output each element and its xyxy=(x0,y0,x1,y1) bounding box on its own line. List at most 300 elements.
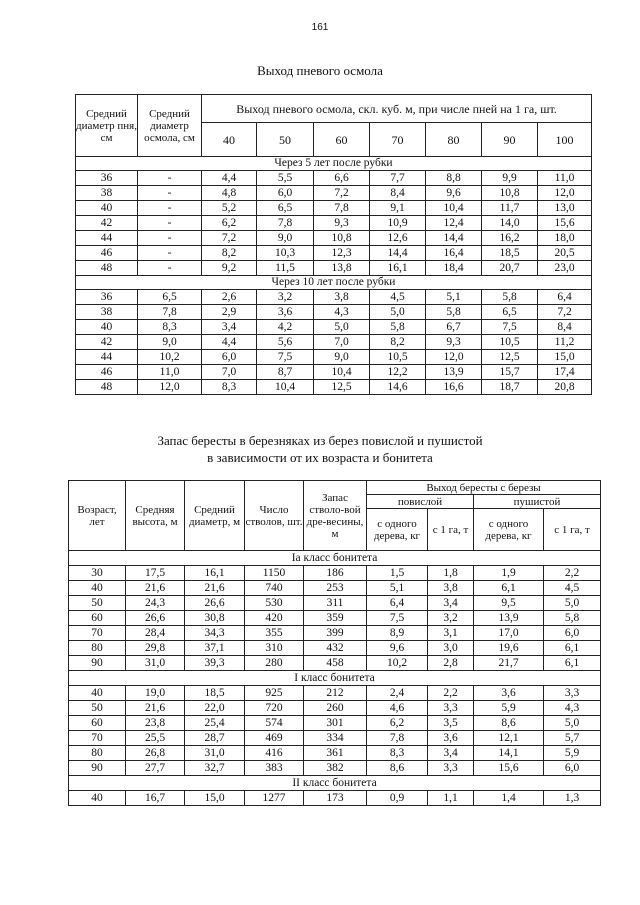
table-cell: 5,7 xyxy=(544,731,601,746)
table-cell: 44 xyxy=(76,350,138,365)
header-count: 100 xyxy=(538,123,592,157)
table-cell: 5,0 xyxy=(544,596,601,611)
header-per-ha: с 1 га, т xyxy=(544,509,601,551)
table-cell: 280 xyxy=(245,656,304,671)
table-cell: 4,4 xyxy=(202,335,257,350)
table-row xyxy=(76,231,592,246)
table-cell: 5,0 xyxy=(314,320,370,335)
table-cell: 27,7 xyxy=(126,761,185,776)
section-label: II класс бонитета xyxy=(69,776,601,791)
table-cell: 7,8 xyxy=(138,305,202,320)
table-cell: 31,0 xyxy=(185,746,245,761)
table-cell: 720 xyxy=(245,701,304,716)
table-cell: 13,8 xyxy=(314,261,370,276)
table-cell: 530 xyxy=(245,596,304,611)
table-cell: 36 xyxy=(76,290,138,305)
table-cell: 60 xyxy=(69,716,126,731)
table-cell: 3,3 xyxy=(428,701,474,716)
header-yield-group: Выход пневого осмола, скл. куб. м, при числе пней на 1 га, шт. xyxy=(202,95,592,123)
section-label: Ia класс бонитета xyxy=(69,551,601,566)
table-cell: 10,4 xyxy=(257,380,314,395)
table-row xyxy=(69,761,601,776)
table-cell: 5,5 xyxy=(257,171,314,186)
table-cell: 9,9 xyxy=(482,171,538,186)
table-cell: 1,4 xyxy=(474,791,544,806)
table-cell: 11,0 xyxy=(138,365,202,380)
header-resin-diameter: Средний диаметр осмола, см xyxy=(138,95,202,157)
table-cell: 12,0 xyxy=(138,380,202,395)
table-row xyxy=(76,216,592,231)
section-label: Через 10 лет после рубки xyxy=(76,276,592,290)
table-cell: 6,0 xyxy=(202,350,257,365)
table-cell: 212 xyxy=(304,686,367,701)
table-cell: 21,6 xyxy=(126,581,185,596)
table-cell: 11,2 xyxy=(538,335,592,350)
table-row xyxy=(69,596,601,611)
table-cell: 15,6 xyxy=(538,216,592,231)
table-cell: - xyxy=(138,171,202,186)
table-row xyxy=(69,581,601,596)
table-birch-bark-stock xyxy=(68,480,601,806)
header-stem-count: Число стволов, шт. xyxy=(245,481,304,551)
header-stump-diameter: Средний диаметр пня, см xyxy=(76,95,138,157)
table-cell: 7,2 xyxy=(202,231,257,246)
table-cell: 44 xyxy=(76,231,138,246)
table-cell: 4,3 xyxy=(544,701,601,716)
table-cell: 50 xyxy=(69,701,126,716)
table-cell: 1,1 xyxy=(428,791,474,806)
table-cell: 186 xyxy=(304,566,367,581)
table-cell: 4,3 xyxy=(314,305,370,320)
table-row xyxy=(76,365,592,380)
table-cell: 7,8 xyxy=(257,216,314,231)
table-cell: 21,7 xyxy=(474,656,544,671)
table-row xyxy=(76,261,592,276)
table-cell: 8,3 xyxy=(367,746,428,761)
table-cell: 4,4 xyxy=(202,171,257,186)
table-cell: 2,8 xyxy=(428,656,474,671)
table-cell: 1277 xyxy=(245,791,304,806)
table-cell: 5,9 xyxy=(474,701,544,716)
table-cell: 17,4 xyxy=(538,365,592,380)
table-cell: 13,0 xyxy=(538,201,592,216)
table-cell: 420 xyxy=(245,611,304,626)
table-cell: 38 xyxy=(76,305,138,320)
table-cell: 311 xyxy=(304,596,367,611)
table-cell: 5,9 xyxy=(544,746,601,761)
table-cell: 416 xyxy=(245,746,304,761)
table-cell: 26,6 xyxy=(126,611,185,626)
table-cell: 9,1 xyxy=(370,201,426,216)
table-cell: 5,0 xyxy=(370,305,426,320)
table-cell: 26,8 xyxy=(126,746,185,761)
table1-title: Выход пневого осмола xyxy=(257,63,383,78)
table-cell: 12,5 xyxy=(482,350,538,365)
table-cell: 7,5 xyxy=(257,350,314,365)
table-cell: 8,3 xyxy=(138,320,202,335)
table-cell: 12,4 xyxy=(426,216,482,231)
table-row xyxy=(76,171,592,186)
table-cell: 18,0 xyxy=(538,231,592,246)
table-cell: 12,6 xyxy=(370,231,426,246)
table-cell: 9,0 xyxy=(138,335,202,350)
table-cell: 36 xyxy=(76,171,138,186)
table-cell: 5,0 xyxy=(544,716,601,731)
table-cell: 28,7 xyxy=(185,731,245,746)
table-cell: 3,4 xyxy=(202,320,257,335)
table-cell: 2,2 xyxy=(428,686,474,701)
table-cell: 20,7 xyxy=(482,261,538,276)
table-cell: 6,1 xyxy=(474,581,544,596)
table-cell: 4,5 xyxy=(370,290,426,305)
page-number: 161 xyxy=(311,22,329,33)
table-row xyxy=(76,290,592,305)
table-cell: 40 xyxy=(76,320,138,335)
table-cell: 469 xyxy=(245,731,304,746)
table-cell: 15,6 xyxy=(474,761,544,776)
table-cell: 8,2 xyxy=(202,246,257,261)
table-cell: 2,6 xyxy=(202,290,257,305)
table-cell: - xyxy=(138,216,202,231)
table-cell: 16,7 xyxy=(126,791,185,806)
table-cell: 1,3 xyxy=(544,791,601,806)
table-cell: 3,4 xyxy=(428,746,474,761)
table-cell: 18,7 xyxy=(482,380,538,395)
table-cell: 7,5 xyxy=(367,611,428,626)
table-cell: 22,0 xyxy=(185,701,245,716)
table-cell: 7,8 xyxy=(314,201,370,216)
table-cell: 5,8 xyxy=(370,320,426,335)
table-cell: 46 xyxy=(76,246,138,261)
header-age: Возраст, лет xyxy=(69,481,126,551)
table-cell: 9,3 xyxy=(314,216,370,231)
section-header-row xyxy=(76,157,592,171)
table-cell: 3,8 xyxy=(428,581,474,596)
table-cell: 3,1 xyxy=(428,626,474,641)
table-row xyxy=(69,566,601,581)
table-cell: 334 xyxy=(304,731,367,746)
table-cell: 15,7 xyxy=(482,365,538,380)
table-cell: 8,6 xyxy=(367,761,428,776)
header-height: Средняя высота, м xyxy=(126,481,185,551)
table1-body xyxy=(76,157,592,395)
table-cell: 7,2 xyxy=(314,186,370,201)
table-cell: 5,1 xyxy=(367,581,428,596)
table-cell: 9,3 xyxy=(426,335,482,350)
table-cell: 16,1 xyxy=(185,566,245,581)
section-label: I класс бонитета xyxy=(69,671,601,686)
table-cell: 11,7 xyxy=(482,201,538,216)
table-cell: 39,3 xyxy=(185,656,245,671)
table-cell: 8,2 xyxy=(370,335,426,350)
table-cell: 5,8 xyxy=(482,290,538,305)
table-cell: 1150 xyxy=(245,566,304,581)
table-cell: - xyxy=(138,186,202,201)
header-wood-stock: Запас стволо-вой дре-весины, м xyxy=(304,481,367,551)
table-cell: 6,5 xyxy=(138,290,202,305)
table-cell: 4,8 xyxy=(202,186,257,201)
table-cell: 48 xyxy=(76,380,138,395)
table-cell: 11,0 xyxy=(538,171,592,186)
table-cell: 16,2 xyxy=(482,231,538,246)
table-cell: 10,8 xyxy=(314,231,370,246)
table-cell: 3,6 xyxy=(257,305,314,320)
table-cell: 7,0 xyxy=(202,365,257,380)
table-cell: 6,5 xyxy=(257,201,314,216)
table-cell: 6,7 xyxy=(426,320,482,335)
table-cell: 80 xyxy=(69,746,126,761)
table-row xyxy=(76,335,592,350)
table-cell: 9,6 xyxy=(426,186,482,201)
header-per-tree: с одного дерева, кг xyxy=(367,509,428,551)
table-cell: 6,1 xyxy=(544,656,601,671)
table-cell: 8,7 xyxy=(257,365,314,380)
table-row xyxy=(69,791,601,806)
table-cell: 5,8 xyxy=(426,305,482,320)
table-cell: 25,4 xyxy=(185,716,245,731)
table-cell: 20,5 xyxy=(538,246,592,261)
table-row xyxy=(76,380,592,395)
table-cell: 5,8 xyxy=(544,611,601,626)
table-stump-resin-yield xyxy=(75,94,592,395)
table-cell: 3,4 xyxy=(428,596,474,611)
table-cell: 13,9 xyxy=(426,365,482,380)
table-row xyxy=(69,626,601,641)
table-cell: 8,8 xyxy=(426,171,482,186)
table-row xyxy=(69,731,601,746)
table-cell: - xyxy=(138,231,202,246)
table-cell: 8,3 xyxy=(202,380,257,395)
table-cell: 6,0 xyxy=(257,186,314,201)
section-header-row xyxy=(69,551,601,566)
table-cell: 253 xyxy=(304,581,367,596)
table-cell: 48 xyxy=(76,261,138,276)
header-pubescens: пушистой xyxy=(474,495,601,509)
table-row xyxy=(69,746,601,761)
header-count: 80 xyxy=(426,123,482,157)
table-cell: 70 xyxy=(69,731,126,746)
header-pendula: повислой xyxy=(367,495,474,509)
table-cell: 18,5 xyxy=(482,246,538,261)
table-cell: 10,2 xyxy=(138,350,202,365)
table-cell: 11,5 xyxy=(257,261,314,276)
table-cell: 10,9 xyxy=(370,216,426,231)
table-cell: 4,6 xyxy=(367,701,428,716)
table-row xyxy=(76,305,592,320)
table-row xyxy=(76,246,592,261)
table-cell: 90 xyxy=(69,656,126,671)
table-cell: 10,8 xyxy=(482,186,538,201)
table-cell: 173 xyxy=(304,791,367,806)
table-row xyxy=(76,320,592,335)
table-cell: 7,2 xyxy=(538,305,592,320)
table-cell: 260 xyxy=(304,701,367,716)
table-cell: 12,5 xyxy=(314,380,370,395)
header-count: 40 xyxy=(202,123,257,157)
table-cell: 6,4 xyxy=(367,596,428,611)
table-cell: 42 xyxy=(76,335,138,350)
table-cell: 40 xyxy=(69,686,126,701)
table-cell: 382 xyxy=(304,761,367,776)
table-cell: 10,4 xyxy=(426,201,482,216)
table-cell: 7,7 xyxy=(370,171,426,186)
table2-title-line2: в зависимости от их возраста и бонитета xyxy=(207,450,433,465)
table-cell: 90 xyxy=(69,761,126,776)
table-cell: 15,0 xyxy=(185,791,245,806)
table-cell: 7,0 xyxy=(314,335,370,350)
table-row xyxy=(76,201,592,216)
table-cell: 359 xyxy=(304,611,367,626)
section-header-row xyxy=(69,776,601,791)
table-cell: 40 xyxy=(76,201,138,216)
table-cell: 740 xyxy=(245,581,304,596)
table-cell: 14,6 xyxy=(370,380,426,395)
table-cell: - xyxy=(138,246,202,261)
table-row xyxy=(69,611,601,626)
table-row xyxy=(69,641,601,656)
table-cell: 6,0 xyxy=(544,626,601,641)
header-count: 60 xyxy=(314,123,370,157)
table-cell: 8,4 xyxy=(538,320,592,335)
table-cell: 4,5 xyxy=(544,581,601,596)
table-cell: 3,2 xyxy=(428,611,474,626)
table-cell: 12,3 xyxy=(314,246,370,261)
table-cell: 8,4 xyxy=(370,186,426,201)
table-cell: 26,6 xyxy=(185,596,245,611)
table-cell: 18,5 xyxy=(185,686,245,701)
table-cell: 37,1 xyxy=(185,641,245,656)
table-cell: 3,8 xyxy=(314,290,370,305)
table-cell: 13,9 xyxy=(474,611,544,626)
section-header-row xyxy=(76,276,592,290)
table-cell: 10,5 xyxy=(482,335,538,350)
table-row xyxy=(69,656,601,671)
table-cell: 80 xyxy=(69,641,126,656)
table-cell: 17,5 xyxy=(126,566,185,581)
table-cell: 6,2 xyxy=(367,716,428,731)
table-cell: 6,5 xyxy=(482,305,538,320)
section-label: Через 5 лет после рубки xyxy=(76,157,592,171)
table-cell: 10,5 xyxy=(370,350,426,365)
table-cell: 14,0 xyxy=(482,216,538,231)
table2-title-line1: Запас бересты в березняках из берез повислой и пушистой xyxy=(157,433,483,448)
table-cell: 2,9 xyxy=(202,305,257,320)
table-cell: 19,0 xyxy=(126,686,185,701)
header-count: 50 xyxy=(257,123,314,157)
table-cell: 3,5 xyxy=(428,716,474,731)
table-cell: 0,9 xyxy=(367,791,428,806)
table-cell: 301 xyxy=(304,716,367,731)
table-cell: 23,0 xyxy=(538,261,592,276)
table-cell: 574 xyxy=(245,716,304,731)
table-cell: 30,8 xyxy=(185,611,245,626)
table-cell: 5,6 xyxy=(257,335,314,350)
table-cell: 12,1 xyxy=(474,731,544,746)
table-row xyxy=(69,701,601,716)
table-cell: 3,0 xyxy=(428,641,474,656)
table-cell: 458 xyxy=(304,656,367,671)
table-cell: 16,6 xyxy=(426,380,482,395)
table-cell: 2,2 xyxy=(544,566,601,581)
table-cell: 355 xyxy=(245,626,304,641)
table-cell: 383 xyxy=(245,761,304,776)
table2-body xyxy=(69,551,601,806)
table-cell: 29,8 xyxy=(126,641,185,656)
table-cell: 34,3 xyxy=(185,626,245,641)
table-cell: 432 xyxy=(304,641,367,656)
table-cell: 14,1 xyxy=(474,746,544,761)
table-cell: 9,0 xyxy=(314,350,370,365)
table-cell: 28,4 xyxy=(126,626,185,641)
table-row xyxy=(69,686,601,701)
table-cell: 10,2 xyxy=(367,656,428,671)
table-cell: 21,6 xyxy=(126,701,185,716)
header-count: 70 xyxy=(370,123,426,157)
table-cell: 6,4 xyxy=(538,290,592,305)
table-cell: 17,0 xyxy=(474,626,544,641)
table-cell: 12,0 xyxy=(538,186,592,201)
table-cell: - xyxy=(138,261,202,276)
table-cell: 38 xyxy=(76,186,138,201)
table-cell: 8,6 xyxy=(474,716,544,731)
table-cell: 6,1 xyxy=(544,641,601,656)
table-cell: 925 xyxy=(245,686,304,701)
table-cell: 7,5 xyxy=(482,320,538,335)
table-cell: 5,2 xyxy=(202,201,257,216)
header-bark-yield-group: Выход бересты с березы xyxy=(367,481,601,495)
header-per-ha: с 1 га, т xyxy=(428,509,474,551)
table-cell: 9,6 xyxy=(367,641,428,656)
table-cell: 1,9 xyxy=(474,566,544,581)
table-cell: 1,8 xyxy=(428,566,474,581)
header-count: 90 xyxy=(482,123,538,157)
table-cell: 7,8 xyxy=(367,731,428,746)
table-cell: 14,4 xyxy=(370,246,426,261)
header-per-tree: с одного дерева, кг xyxy=(474,509,544,551)
table-cell: 12,2 xyxy=(370,365,426,380)
table-cell: 6,6 xyxy=(314,171,370,186)
table-cell: 9,0 xyxy=(257,231,314,246)
table-cell: 19,6 xyxy=(474,641,544,656)
table-cell: 1,5 xyxy=(367,566,428,581)
table-cell: 6,2 xyxy=(202,216,257,231)
table-row xyxy=(76,350,592,365)
section-header-row xyxy=(69,671,601,686)
table-cell: 60 xyxy=(69,611,126,626)
table-cell: 31,0 xyxy=(126,656,185,671)
table-cell: 23,8 xyxy=(126,716,185,731)
table-cell: 32,7 xyxy=(185,761,245,776)
table-row xyxy=(69,716,601,731)
table-cell: 3,3 xyxy=(428,761,474,776)
table-cell: 9,5 xyxy=(474,596,544,611)
table-cell: 40 xyxy=(69,791,126,806)
table-cell: 15,0 xyxy=(538,350,592,365)
table-cell: - xyxy=(138,201,202,216)
table-cell: 12,0 xyxy=(426,350,482,365)
table-cell: 18,4 xyxy=(426,261,482,276)
table-cell: 16,1 xyxy=(370,261,426,276)
table-cell: 70 xyxy=(69,626,126,641)
table-cell: 20,8 xyxy=(538,380,592,395)
table-cell: 9,2 xyxy=(202,261,257,276)
table-cell: 2,4 xyxy=(367,686,428,701)
header-diameter: Средний диаметр, м xyxy=(185,481,245,551)
table-cell: 40 xyxy=(69,581,126,596)
table-cell: 42 xyxy=(76,216,138,231)
table-cell: 3,6 xyxy=(474,686,544,701)
table-cell: 25,5 xyxy=(126,731,185,746)
